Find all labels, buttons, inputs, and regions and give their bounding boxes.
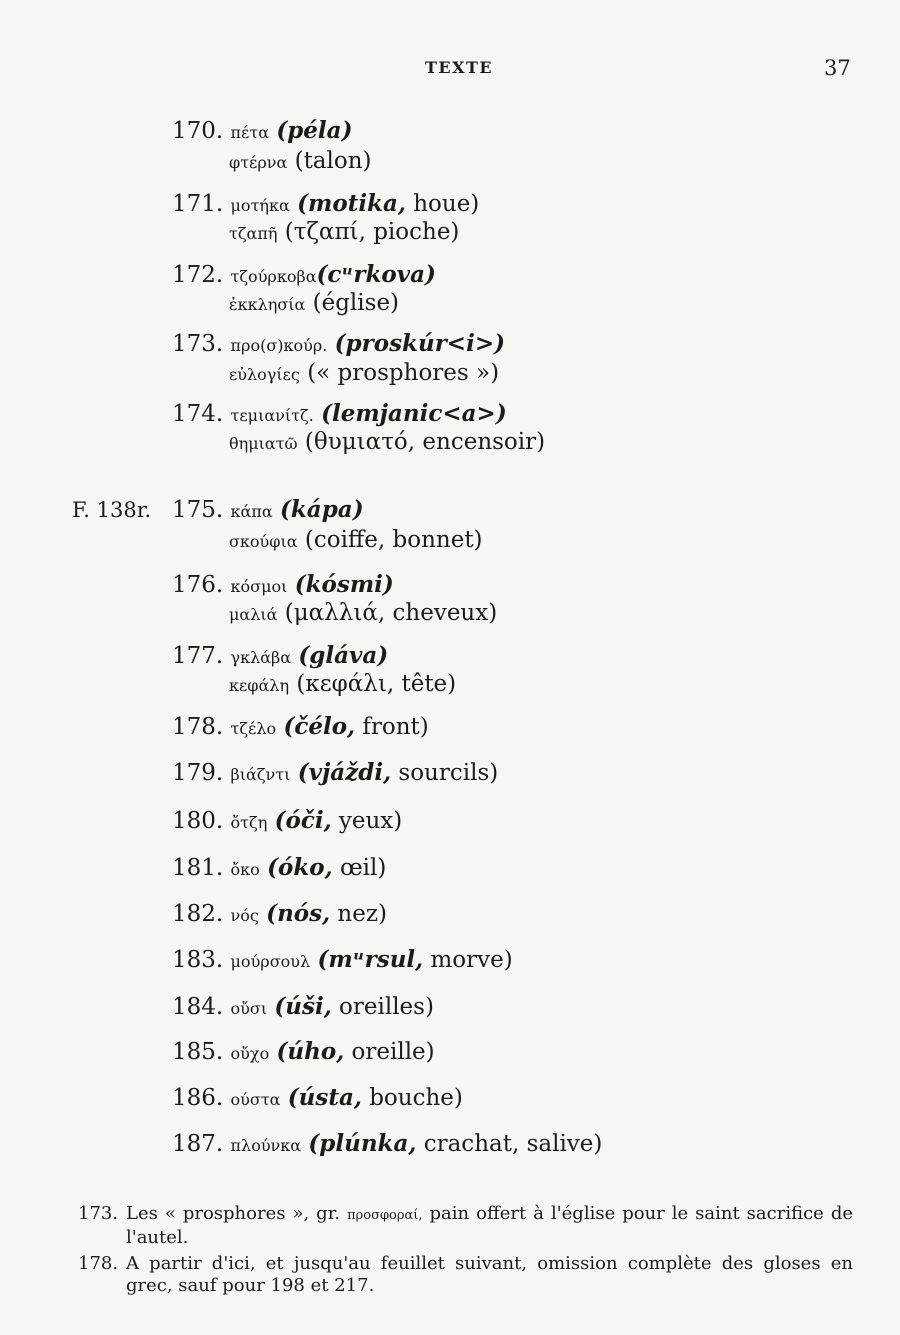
entry-number: 186.: [172, 1085, 224, 1111]
gloss: oreilles): [339, 994, 434, 1020]
greek-gloss: κεφάλη: [229, 676, 290, 695]
transliteration: kósmi: [305, 571, 383, 598]
gloss: œil): [339, 855, 387, 881]
transliteration: kápa: [290, 496, 353, 523]
paren: (: [279, 496, 291, 523]
footnote-greek: προσφοραί,: [347, 1208, 423, 1223]
gloss: (« prosphores »): [307, 360, 500, 386]
entry-line: [172, 853, 386, 885]
paren: ): [341, 117, 353, 144]
paren: ): [352, 496, 364, 523]
gloss-line: [229, 525, 483, 557]
entry-line: [172, 329, 505, 361]
gloss: (μαλλιά, cheveux): [284, 600, 498, 626]
greek-word: μοτήκα: [230, 196, 290, 215]
entry-number: 172.: [172, 262, 224, 288]
gloss-line: [229, 288, 399, 320]
paren: ): [495, 400, 507, 427]
paren: (: [283, 713, 295, 740]
greek-word: ὄτζη: [230, 813, 268, 832]
entry-line: [172, 899, 387, 931]
greek-word: κάπα: [230, 502, 273, 521]
gloss: morve): [430, 947, 513, 973]
entry-number: 176.: [172, 572, 224, 598]
footnote-text: pain offert à l'église pour le saint sacrifice de l'autel.: [126, 1203, 853, 1248]
greek-word: κόσμοι: [230, 577, 288, 596]
paren: (: [276, 117, 288, 144]
greek-word: τεμιανίτζ.: [230, 406, 314, 425]
greek-word: ούστα: [230, 1090, 281, 1109]
entry-number: 187.: [172, 1131, 224, 1157]
gloss: (κεφάλι, tête): [296, 671, 457, 697]
greek-word: ὄκο: [230, 860, 260, 879]
paren: (: [267, 854, 278, 881]
footnote-number: 173.: [78, 1203, 119, 1224]
paren: ): [494, 330, 505, 357]
gloss: (θυμιατό, encensoir): [304, 429, 546, 455]
greek-word: μούρσουλ: [230, 952, 311, 971]
entry-line: [172, 712, 429, 744]
paren: (: [297, 190, 309, 217]
entry-line: [172, 1037, 435, 1069]
footnote-text: A partir d'ici, et jusqu'au feuillet suivant, omission complète des gloses en grec, sauf pour 198 et 217.: [126, 1253, 853, 1296]
transliteration: úši,: [285, 993, 332, 1020]
transliteration: nós,: [277, 900, 331, 927]
footnote: [78, 1253, 853, 1297]
greek-word: προ(σ)κούρ.: [230, 336, 328, 355]
page-number: 37: [824, 56, 851, 80]
greek-gloss: θημιατῶ: [229, 434, 298, 453]
transliteration: óko,: [278, 854, 333, 881]
gloss: nez): [337, 901, 387, 927]
footnote-number: 178.: [78, 1253, 119, 1274]
transliteration: óči,: [285, 807, 332, 834]
entry-line: [172, 495, 364, 527]
transliteration: vjáždi,: [308, 759, 392, 786]
entry-number: 184.: [172, 994, 224, 1020]
transliteration: ústa,: [298, 1084, 362, 1111]
greek-word: τζούρκοβα: [230, 267, 317, 286]
entry-number: 179.: [172, 760, 224, 786]
paren: (: [274, 807, 286, 834]
entry-number: 170.: [172, 118, 224, 144]
paren: (: [317, 946, 329, 973]
entry-number: 181.: [172, 855, 224, 881]
footnote: [78, 1203, 853, 1249]
transliteration: gláva: [309, 642, 378, 669]
entry-line: [172, 116, 352, 148]
entry-number: 177.: [172, 643, 224, 669]
greek-word: πλούνκα: [230, 1136, 302, 1155]
paren: (: [308, 1130, 320, 1157]
greek-gloss: μαλιά: [229, 605, 278, 624]
greek-word: γκλάβα: [230, 648, 292, 667]
paren: (: [321, 400, 332, 427]
entry-line: [172, 758, 498, 790]
greek-word: τζέλο: [230, 719, 277, 738]
greek-gloss: εὐλογίες: [229, 365, 300, 384]
gloss-line: [229, 358, 499, 390]
folio-marker: F. 138r.: [72, 498, 152, 522]
entry-number: 173.: [172, 331, 224, 357]
gloss: sourcils): [398, 760, 499, 786]
greek-word: οὔσι: [230, 999, 268, 1018]
gloss: (église): [312, 290, 400, 316]
entry-line: [172, 992, 434, 1024]
greek-gloss: τζαπῆ: [229, 224, 278, 243]
paren: (: [298, 642, 310, 669]
paren: (: [274, 993, 286, 1020]
gloss: (talon): [294, 148, 372, 174]
transliteration: plúnka,: [319, 1130, 417, 1157]
paren: (: [334, 330, 346, 357]
entry-number: 171.: [172, 191, 224, 217]
paren: (: [316, 261, 328, 288]
footnotes: [78, 1203, 853, 1301]
gloss-line: [229, 146, 372, 178]
gloss-line: [229, 598, 497, 630]
paren: ): [382, 571, 394, 598]
paren: (: [294, 571, 306, 598]
gloss-line: [229, 427, 545, 459]
gloss: bouche): [369, 1085, 463, 1111]
transliteration: úho,: [287, 1038, 345, 1065]
entry-number: 185.: [172, 1039, 224, 1065]
transliteration: proskúr<i>: [345, 330, 495, 357]
entry-line: [172, 1129, 602, 1161]
paren: ): [377, 642, 389, 669]
transliteration: péla: [287, 117, 342, 144]
transliteration: motika,: [308, 190, 406, 217]
greek-word: πέτα: [230, 123, 269, 142]
gloss: houe): [413, 191, 480, 217]
running-header: TEXTE: [425, 58, 494, 77]
gloss: crachat, salive): [423, 1131, 603, 1157]
entry-number: 178.: [172, 714, 224, 740]
greek-gloss: ἐκκλησία: [229, 295, 306, 314]
entry-line: [172, 1083, 463, 1115]
greek-gloss: φτέρνα: [229, 153, 288, 172]
entry-number: 183.: [172, 947, 224, 973]
transliteration: čélo,: [294, 713, 356, 740]
gloss: front): [362, 714, 429, 740]
paren: (: [297, 759, 309, 786]
gloss: (coiffe, bonnet): [304, 527, 483, 553]
paren: (: [287, 1084, 299, 1111]
paren: (: [276, 1038, 288, 1065]
gloss: yeux): [338, 808, 403, 834]
greek-word: οὔχο: [230, 1044, 270, 1063]
entry-number: 180.: [172, 808, 224, 834]
gloss: oreille): [351, 1039, 435, 1065]
entry-line: [172, 945, 513, 977]
greek-word: βιάζντι: [230, 765, 291, 784]
entry-number: 175.: [172, 497, 224, 523]
transliteration: mᵘrsul,: [328, 946, 424, 973]
gloss: (τζαπί, pioche): [284, 219, 460, 245]
gloss-line: [229, 669, 456, 701]
greek-gloss: σκούφια: [229, 532, 298, 551]
gloss-line: [229, 217, 459, 249]
paren: (: [266, 900, 278, 927]
entry-number: 174.: [172, 401, 224, 427]
footnote-text: Les « prosphores », gr.: [126, 1203, 341, 1224]
paren: ): [425, 261, 436, 288]
greek-word: νός: [230, 906, 259, 925]
entry-number: 182.: [172, 901, 224, 927]
transliteration: lemjanic<a>: [331, 400, 496, 427]
transliteration: cᵘrkova: [327, 261, 426, 288]
entry-line: [172, 806, 402, 838]
